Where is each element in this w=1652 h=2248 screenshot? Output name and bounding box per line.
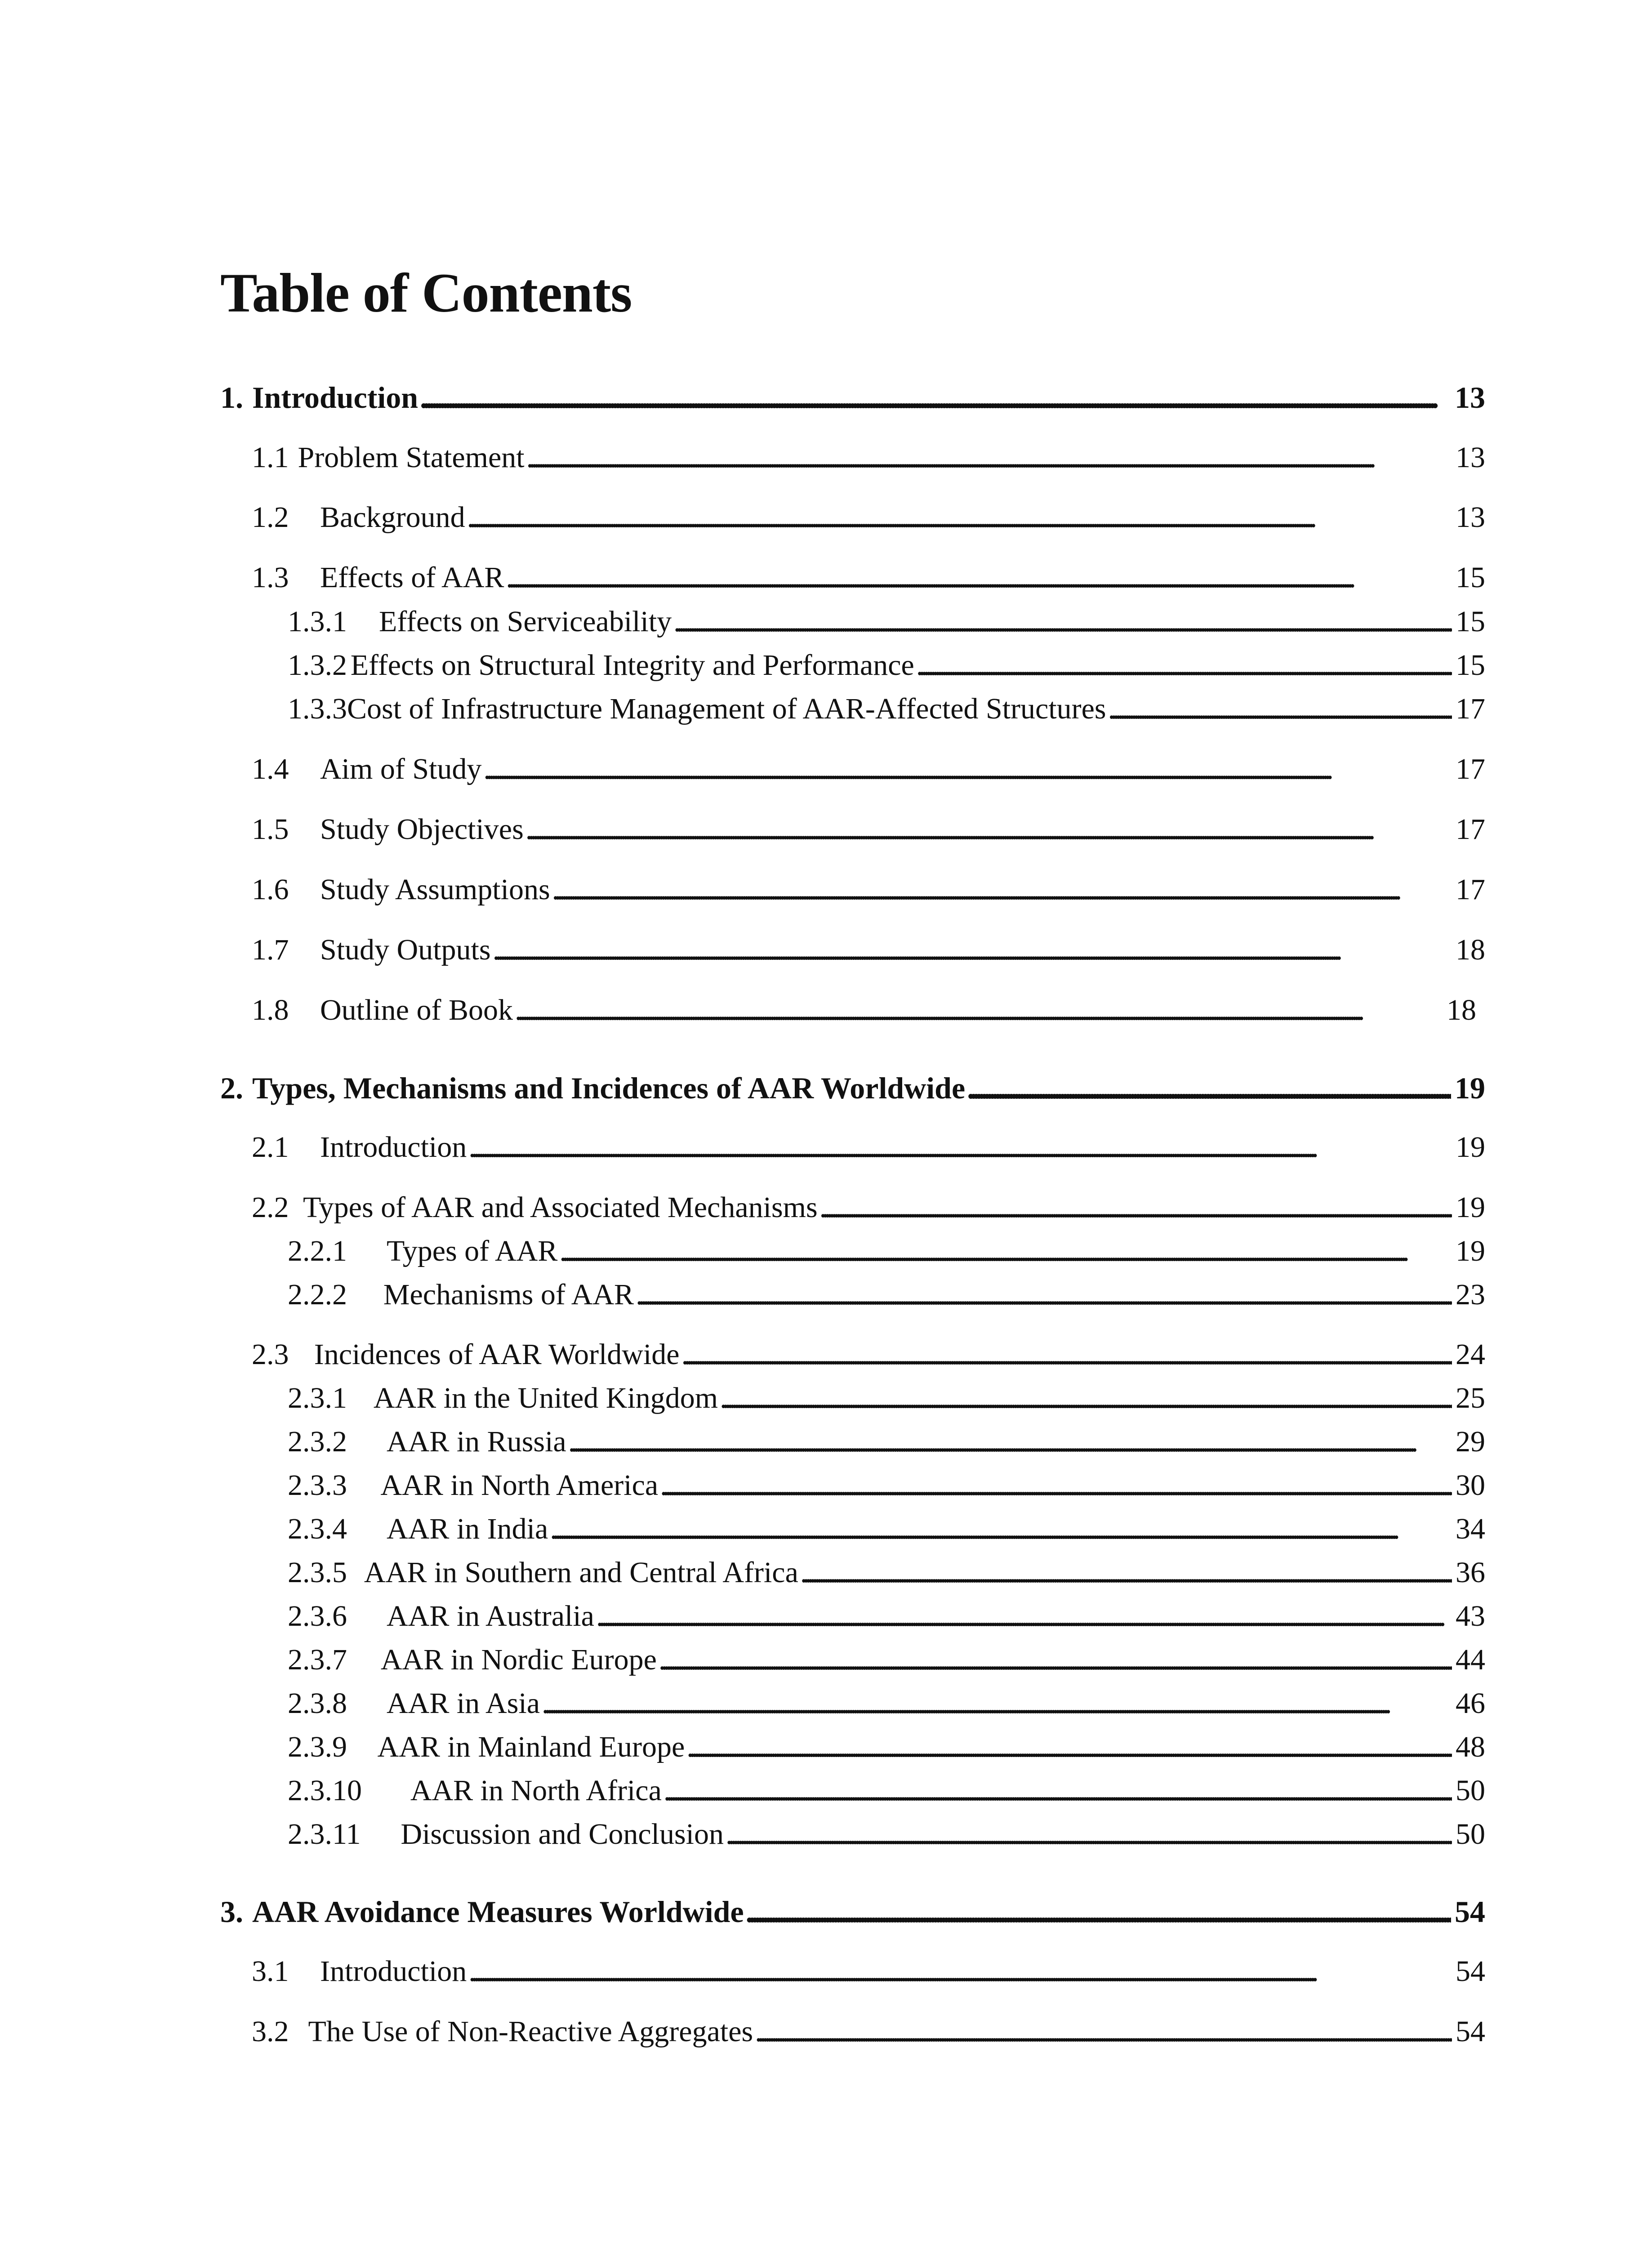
- toc-number: 2.3.4: [288, 1512, 347, 1545]
- toc-number: 2.3.1: [288, 1382, 347, 1414]
- toc-entry-1[interactable]: [220, 382, 1485, 413]
- toc-entry-2-2-1[interactable]: [288, 1236, 1485, 1266]
- toc-page-number: 17: [1456, 753, 1485, 785]
- toc-number: 2.1: [252, 1131, 289, 1164]
- toc-entry-2-3-4[interactable]: [288, 1514, 1485, 1544]
- toc-number: 2.3.8: [288, 1687, 347, 1720]
- toc-entry-2-3-5[interactable]: [288, 1558, 1485, 1588]
- toc-number: 2.3.9: [288, 1731, 347, 1763]
- toc-leader: [506, 563, 1452, 593]
- toc-entry-2-3-1[interactable]: [288, 1383, 1485, 1413]
- toc-number: 3.2: [252, 2015, 289, 2048]
- toc-leader: [755, 2017, 1452, 2047]
- toc-page-number: 36: [1456, 1556, 1485, 1589]
- toc-page-number: 46: [1456, 1687, 1485, 1720]
- toc-number: 1.2: [252, 501, 289, 534]
- toc-leader: [800, 1558, 1452, 1588]
- toc-label: AAR in the United Kingdom: [373, 1382, 718, 1414]
- toc-number: 1.4: [252, 753, 289, 785]
- toc-entry-2-2-2[interactable]: [288, 1280, 1485, 1310]
- toc-label: AAR in Russia: [387, 1425, 566, 1458]
- toc-leader: [515, 995, 1443, 1025]
- toc-leader: [720, 1383, 1452, 1413]
- toc-entry-2-3-3[interactable]: [288, 1471, 1485, 1500]
- toc-entry-3[interactable]: [220, 1896, 1485, 1927]
- toc-page-number: 15: [1456, 605, 1485, 638]
- toc-entry-2-3-7[interactable]: [288, 1645, 1485, 1675]
- toc-label: AAR in Nordic Europe: [380, 1643, 657, 1676]
- toc-page-number: 50: [1456, 1818, 1485, 1851]
- toc-entry-1-8[interactable]: [252, 995, 1476, 1025]
- toc-number: 1.8: [252, 994, 289, 1026]
- toc-label: Effects on Structural Integrity and Performance: [350, 649, 914, 682]
- toc-entry-2-3-2[interactable]: [288, 1427, 1485, 1457]
- toc-label: Types of AAR and Associated Mechanisms: [303, 1191, 818, 1224]
- toc-page-number: 54: [1456, 2015, 1485, 2048]
- toc-entry-1-1[interactable]: [252, 443, 1485, 473]
- toc-label: AAR in North America: [380, 1469, 659, 1502]
- toc-number: 1.1: [252, 441, 289, 474]
- toc-leader: [568, 1427, 1452, 1457]
- toc-leader: [550, 1514, 1452, 1544]
- toc-entry-2[interactable]: [220, 1073, 1485, 1103]
- toc-label: Types of AAR: [387, 1235, 558, 1267]
- toc-entry-2-1[interactable]: [252, 1133, 1485, 1162]
- page-title: Table of Contents: [220, 262, 632, 324]
- toc-label: Mechanisms of AAR: [383, 1278, 634, 1311]
- toc-leader: [542, 1689, 1452, 1718]
- toc-page-number: 13: [1456, 441, 1485, 474]
- toc-leader: [636, 1280, 1452, 1310]
- toc-entry-1-3-2[interactable]: [288, 651, 1485, 680]
- toc-entry-2-3-6[interactable]: [288, 1601, 1485, 1631]
- toc-label: AAR in Southern and Central Africa: [364, 1556, 798, 1589]
- toc-label: AAR in Mainland Europe: [377, 1731, 685, 1763]
- toc-page-number: 19: [1456, 1235, 1485, 1267]
- toc-entry-2-2[interactable]: [252, 1193, 1485, 1222]
- toc-entry-1-2[interactable]: [252, 503, 1485, 532]
- toc-page-number: 15: [1456, 649, 1485, 682]
- toc-entry-1-3-3[interactable]: [288, 694, 1485, 724]
- toc-label: Study Outputs: [320, 933, 491, 966]
- toc-number: 2.2: [252, 1191, 289, 1224]
- toc-label: Introduction: [320, 1131, 467, 1164]
- toc-label: Aim of Study: [320, 753, 482, 785]
- toc-label: AAR in Australia: [387, 1600, 594, 1632]
- toc-page-number: 23: [1456, 1278, 1485, 1311]
- toc-number: 1.3.3: [288, 692, 347, 725]
- toc-entry-3-2[interactable]: [252, 2017, 1485, 2047]
- toc-number: 2.3.10: [288, 1774, 362, 1807]
- toc-label: Background: [320, 501, 465, 534]
- toc-page-number: 17: [1456, 873, 1485, 906]
- toc-number: 1.3.1: [288, 605, 347, 638]
- toc-number: 2.3.2: [288, 1425, 347, 1458]
- toc-entry-1-4[interactable]: [252, 754, 1485, 784]
- toc-leader: [681, 1340, 1452, 1369]
- toc-page-number: 25: [1456, 1382, 1485, 1414]
- toc-page-number: 17: [1456, 813, 1485, 846]
- toc-leader: [663, 1776, 1452, 1806]
- toc-label: Incidences of AAR Worldwide: [314, 1338, 680, 1371]
- toc-entry-2-3-10[interactable]: [288, 1776, 1485, 1806]
- toc-entry-3-1[interactable]: [252, 1957, 1485, 1986]
- toc-page-number: 44: [1456, 1643, 1485, 1676]
- toc-page-number: 34: [1456, 1512, 1485, 1545]
- toc-page-number: 17: [1456, 692, 1485, 725]
- toc-page-number: 30: [1456, 1469, 1485, 1502]
- toc-entry-1-7[interactable]: [252, 935, 1485, 965]
- toc-leader: [673, 607, 1452, 637]
- toc-page-number: 43: [1456, 1600, 1485, 1632]
- toc-leader: [1108, 694, 1452, 724]
- toc-leader: [746, 1896, 1451, 1927]
- toc-page-number: 54: [1455, 1895, 1485, 1929]
- toc-number: 1.3.2: [288, 649, 347, 682]
- toc-number: 2.3.7: [288, 1643, 347, 1676]
- toc-label: Problem Statement: [298, 441, 525, 474]
- toc-leader: [493, 935, 1452, 965]
- toc-entry-2-3-11[interactable]: [288, 1820, 1485, 1849]
- toc-leader: [819, 1193, 1452, 1222]
- toc-page-number: 18: [1456, 933, 1485, 966]
- toc-page-number: 19: [1455, 1071, 1485, 1105]
- toc-label: Introduction: [320, 1955, 467, 1988]
- toc-label: Study Objectives: [320, 813, 524, 846]
- toc-page-number: 48: [1456, 1731, 1485, 1763]
- toc-label: Cost of Infrastructure Management of AAR-Affected Structures: [347, 692, 1106, 725]
- toc-number: 2.3.6: [288, 1600, 347, 1632]
- toc-entry-1-3-1[interactable]: [288, 607, 1485, 637]
- toc-number: 2.3.11: [288, 1818, 361, 1851]
- toc-leader: [468, 1957, 1452, 1986]
- toc-label: Introduction: [252, 380, 419, 415]
- toc-label: Discussion and Conclusion: [401, 1818, 724, 1851]
- toc-label: The Use of Non-Reactive Aggregates: [308, 2015, 753, 2048]
- toc-leader: [967, 1073, 1451, 1103]
- toc-leader: [526, 443, 1452, 473]
- toc-number: 2.2.2: [288, 1278, 347, 1311]
- toc-page-number: 50: [1456, 1774, 1485, 1807]
- toc-page-number: 19: [1456, 1191, 1485, 1224]
- toc-number: 1.: [220, 380, 243, 415]
- toc-entry-2-3-8[interactable]: [288, 1689, 1485, 1718]
- toc-page-number: 15: [1456, 561, 1485, 594]
- toc-number: 2.3.5: [288, 1556, 347, 1589]
- toc-leader: [467, 503, 1452, 532]
- toc-label: Effects of AAR: [320, 561, 504, 594]
- toc-number: 1.3: [252, 561, 289, 594]
- toc-leader: [525, 815, 1452, 844]
- toc-leader: [916, 651, 1452, 680]
- toc-number: 3.1: [252, 1955, 289, 1988]
- toc-label: Outline of Book: [320, 994, 513, 1026]
- toc-label: AAR in Asia: [387, 1687, 540, 1720]
- toc-page-number: 29: [1456, 1425, 1485, 1458]
- toc-leader: [559, 1236, 1452, 1266]
- toc-entry-2-3-9[interactable]: [288, 1732, 1485, 1762]
- toc-leader: [552, 875, 1452, 905]
- toc-number: 1.5: [252, 813, 289, 846]
- toc-entry-1-5[interactable]: [252, 815, 1485, 844]
- toc-leader: [483, 754, 1452, 784]
- toc-page-number: 24: [1456, 1338, 1485, 1371]
- toc-entry-2-3[interactable]: [252, 1340, 1485, 1369]
- toc-page-number: 19: [1456, 1131, 1485, 1164]
- toc-leader: [420, 382, 1451, 413]
- toc-leader: [468, 1133, 1452, 1162]
- toc-leader: [596, 1601, 1452, 1631]
- toc-leader: [686, 1732, 1452, 1762]
- toc-leader: [726, 1820, 1452, 1849]
- toc-leader: [660, 1471, 1452, 1500]
- toc-page-number: 13: [1455, 380, 1485, 415]
- toc-number: 2.: [220, 1071, 243, 1105]
- toc-entry-1-6[interactable]: [252, 875, 1485, 905]
- toc-page-number: 54: [1456, 1955, 1485, 1988]
- toc-number: 1.7: [252, 933, 289, 966]
- toc-number: 1.6: [252, 873, 289, 906]
- toc-label: AAR in North Africa: [410, 1774, 662, 1807]
- toc-label: AAR in India: [387, 1512, 548, 1545]
- toc-leader: [659, 1645, 1452, 1675]
- toc-entry-1-3[interactable]: [252, 563, 1485, 593]
- toc-page-number: 18: [1447, 994, 1476, 1026]
- toc-label: Effects on Serviceability: [378, 605, 672, 638]
- toc-number: 2.2.1: [288, 1235, 347, 1267]
- toc-number: 3.: [220, 1895, 243, 1929]
- toc-page-number: 13: [1456, 501, 1485, 534]
- toc-label: Study Assumptions: [320, 873, 550, 906]
- toc-label: AAR Avoidance Measures Worldwide: [252, 1895, 744, 1929]
- toc-number: 2.3.3: [288, 1469, 347, 1502]
- toc-label: Types, Mechanisms and Incidences of AAR Worldwide: [252, 1071, 966, 1105]
- toc-number: 2.3: [252, 1338, 289, 1371]
